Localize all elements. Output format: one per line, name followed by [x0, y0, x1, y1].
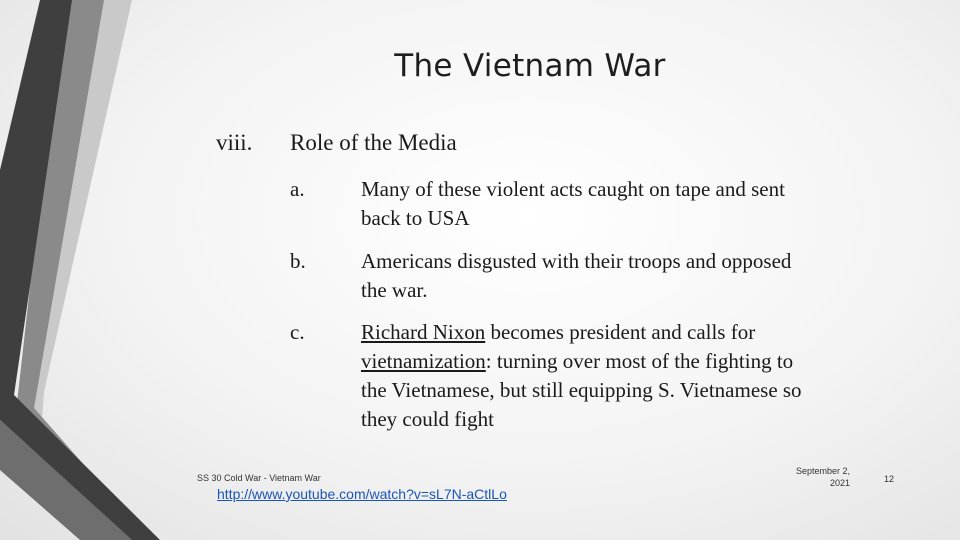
date-line-2: 2021 [829, 478, 850, 488]
item-text-part: : turning over most of the fighting to the Vietnamese, but still equipping S. Vietnamese so they could fight [361, 349, 802, 431]
lower-wedge [0, 420, 132, 540]
item-text-part: becomes president and calls for [485, 320, 756, 344]
item-text: Americans disgusted with their troops and opposed the war. [361, 249, 792, 302]
video-link[interactable]: http://www.youtube.com/watch?v=sL7N-aCtlLo [217, 486, 507, 502]
date-line-1: September 2, [795, 466, 850, 476]
item-label: a. [290, 177, 305, 201]
section-heading: Role of the Media [290, 130, 457, 155]
footer-date [780, 465, 850, 489]
item-text: Many of these violent acts caught on tape and sent back to USA [361, 177, 785, 230]
vietnamization-term: vietnamization [361, 349, 486, 373]
item-text [361, 318, 821, 434]
item-label: c. [290, 320, 305, 344]
slide-title: The Vietnam War [394, 48, 666, 84]
item-label: b. [290, 249, 306, 273]
page-number: 12 [884, 474, 895, 484]
section-number: viii. [216, 130, 253, 155]
footer-course-label: SS 30 Cold War - Vietnam War [197, 473, 321, 483]
nixon-name: Richard Nixon [361, 320, 486, 344]
